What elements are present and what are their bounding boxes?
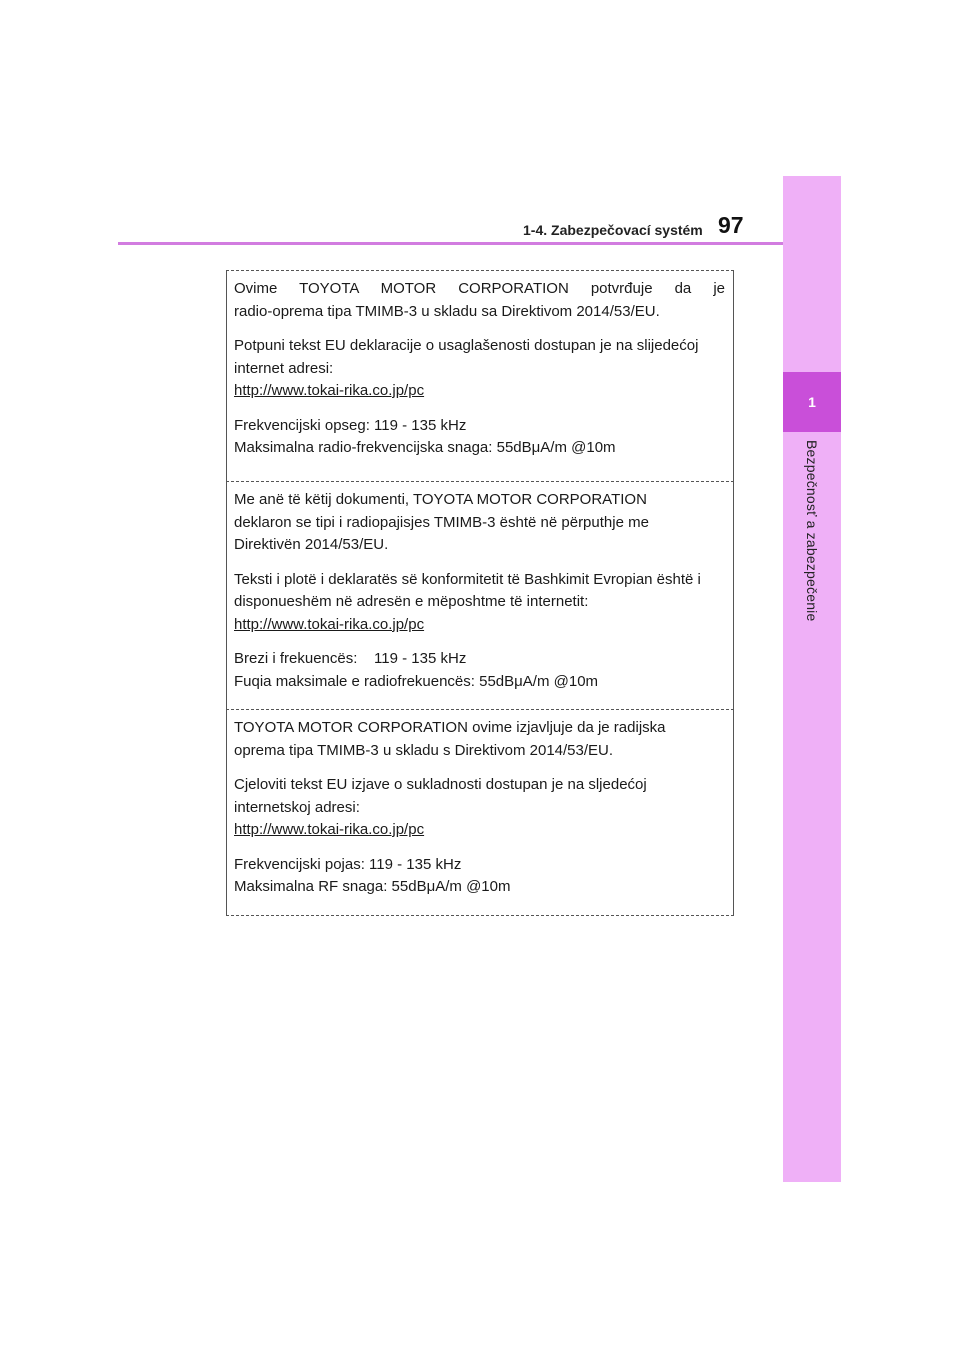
frequency-line: Frekvencijski opseg: 119 - 135 kHz [234, 416, 467, 434]
declaration-box-albanian [226, 481, 734, 709]
power-line: Maksimalna radio-frekvencijska snaga: 55dBμA/m @10m [234, 439, 616, 456]
declaration-line: Direktivën 2014/53/EU. [234, 536, 389, 553]
declaration-line: radio-oprema tipa TMIMB-3 u skladu sa Direktivom 2014/53/EU. [234, 302, 660, 320]
chapter-side-tab [783, 176, 841, 1182]
header-divider [118, 242, 783, 245]
section-title: 1-4. Zabezpečovací systém [523, 222, 703, 238]
declaration-line: oprema tipa TMIMB-3 u skladu s Direktivom 2014/53/EU. [234, 741, 614, 759]
declaration-line: Cjeloviti tekst EU izjave o sukladnosti dostupan je na sljedećoj [234, 776, 647, 793]
page-number: 97 [718, 212, 744, 238]
declaration-line: deklaron se tipi i radiopajisjes TMIMB-3 është në përputhje me [234, 513, 649, 531]
power-line: Fuqia maksimale e radiofrekuencës: 55dBμA/m @10m [234, 672, 599, 690]
frequency-line: Brezi i frekuencës: 119 - 135 kHz [234, 650, 467, 667]
declaration-line: disponueshëm në adresën e mëposhtme të internetit: [234, 593, 589, 610]
declaration-box-bosnian [226, 270, 734, 481]
declaration-line: internetskoj adresi: [234, 798, 360, 816]
power-line: Maksimalna RF snaga: 55dBμA/m @10m [234, 878, 511, 895]
chapter-number: 1 [808, 394, 816, 410]
chapter-title-vertical: Bezpečnosť a zabezpečenie [804, 440, 820, 622]
declaration-line: Ovime TOYOTA MOTOR CORPORATION potvrđuje da je [234, 280, 725, 297]
frequency-line: Frekvencijski pojas: 119 - 135 kHz [234, 855, 462, 873]
declaration-link[interactable]: http://www.tokai-rika.co.jp/pc [234, 821, 425, 838]
declaration-link[interactable]: http://www.tokai-rika.co.jp/pc [234, 615, 425, 633]
declaration-box-croatian [226, 709, 734, 916]
declaration-line: internet adresi: [234, 359, 334, 377]
declaration-line: TOYOTA MOTOR CORPORATION ovime izjavljuje da je radijska [234, 719, 666, 736]
declaration-line: Teksti i plotë i deklaratës së konformitetit të Bashkimit Evropian është i [234, 570, 701, 588]
chapter-number-badge [783, 372, 841, 432]
declaration-line: Me anë të këtij dokumenti, TOYOTA MOTOR CORPORATION [234, 491, 647, 508]
declaration-line: Potpuni tekst EU deklaracije o usaglašenosti dostupan je na slijedećoj [234, 337, 699, 354]
declaration-link[interactable]: http://www.tokai-rika.co.jp/pc [234, 382, 425, 399]
